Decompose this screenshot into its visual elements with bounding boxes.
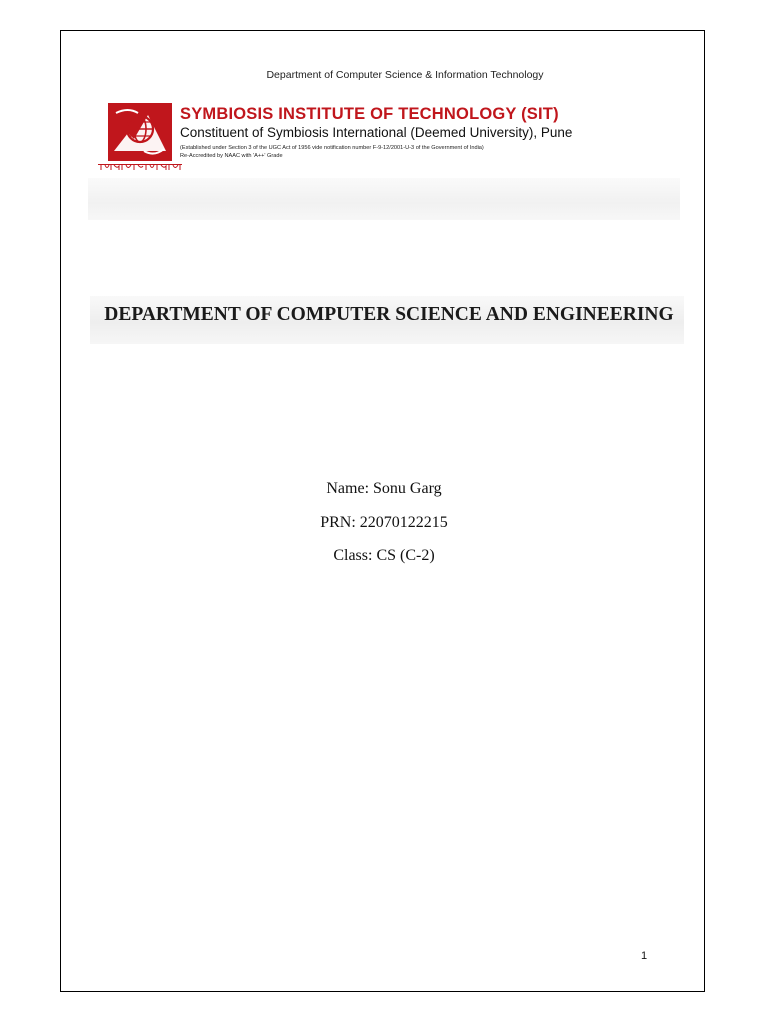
department-header-line: Department of Computer Science & Information Technology bbox=[266, 69, 544, 81]
student-class: Class: CS (C-2) bbox=[333, 547, 435, 564]
header-shade-band bbox=[88, 178, 680, 220]
constituent-line: Constituent of Symbiosis International (Deemed University), Pune bbox=[180, 125, 573, 140]
established-note: (Established under Section 3 of the UGC Act of 1956 vide notification number F-9-12/2001-U-3 of the Government of India) bbox=[180, 145, 484, 151]
accreditation-note: Re-Accredited by NAAC with 'A++' Grade bbox=[180, 153, 283, 159]
institute-logo-block bbox=[95, 103, 695, 173]
student-prn: PRN: 22070122215 bbox=[320, 514, 448, 531]
symbiosis-logo-icon bbox=[108, 103, 172, 161]
page-border bbox=[60, 30, 705, 992]
department-title: DEPARTMENT OF COMPUTER SCIENCE AND ENGINEERING bbox=[104, 304, 674, 325]
student-name: Name: Sonu Garg bbox=[326, 480, 442, 497]
page-number: 1 bbox=[641, 950, 648, 962]
logo-motto-script bbox=[97, 162, 183, 172]
institute-name: SYMBIOSIS INSTITUTE OF TECHNOLOGY (SIT) bbox=[180, 105, 559, 123]
